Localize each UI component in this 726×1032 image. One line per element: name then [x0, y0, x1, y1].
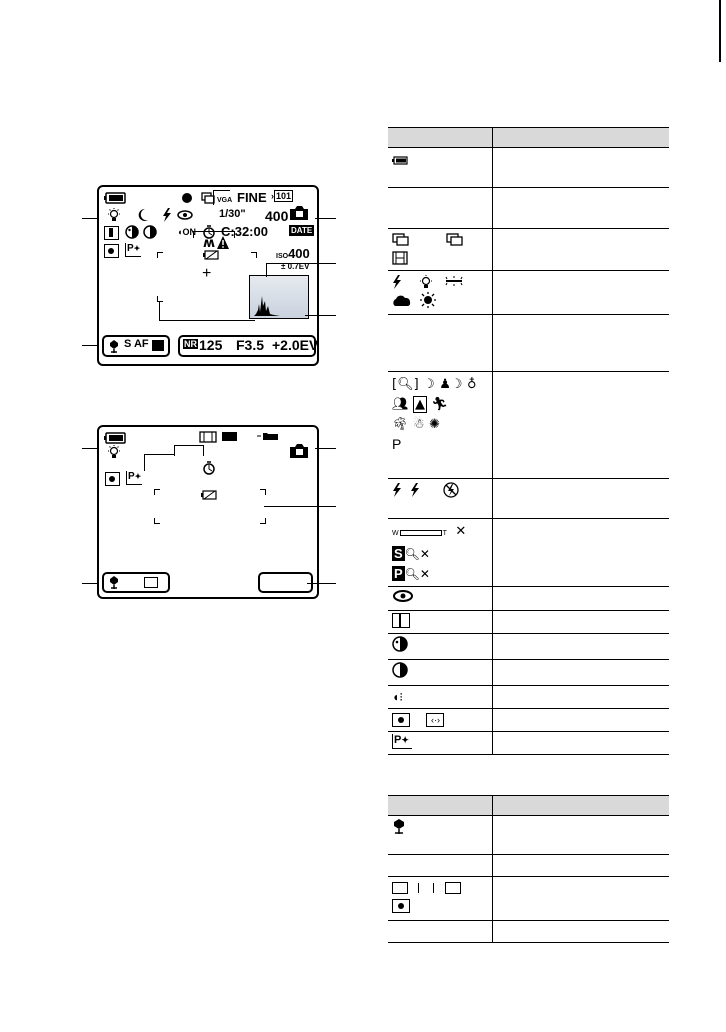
table-cell-icon	[388, 229, 493, 271]
table-cell-desc	[493, 372, 670, 479]
af-multi-inner	[397, 883, 401, 893]
folder-arrow-icon: ›	[271, 191, 274, 201]
svg-text:ʍ: ʍ	[203, 236, 216, 250]
zoom-bar	[392, 530, 447, 537]
table-row	[388, 148, 669, 188]
callout-line	[264, 506, 336, 507]
table-header-cell	[388, 796, 493, 816]
exposure-small: ± 0.7EV	[281, 262, 310, 271]
table-cell-desc	[493, 229, 670, 271]
table-row	[388, 686, 669, 709]
table-cell-icon	[388, 921, 493, 943]
table-row	[388, 816, 669, 855]
callout-line	[307, 583, 336, 584]
table-cell-icon	[388, 479, 493, 519]
iso-value: 400	[288, 246, 310, 261]
landscape-icon: ▲	[414, 397, 425, 412]
table-cell-icon	[388, 877, 493, 921]
table-header	[388, 128, 669, 148]
burst-icon	[392, 233, 410, 247]
table-cell-desc	[493, 855, 670, 877]
quality-label: FINE	[237, 190, 267, 205]
picture-effect-icon: P✦	[392, 734, 412, 749]
callout-line	[266, 263, 336, 264]
table-header-cell	[388, 128, 493, 148]
fireworks-icon: ✺	[429, 417, 440, 432]
table-cell-desc	[493, 709, 670, 732]
spot-meter-icon	[104, 244, 119, 258]
iso-indicator	[276, 245, 310, 263]
table-cell-icon	[388, 634, 493, 660]
folder-indicator	[271, 191, 293, 201]
multi-burst-icon	[446, 233, 464, 247]
metering-spot-icon-box	[104, 226, 119, 240]
table-cell-desc	[493, 587, 670, 611]
table-row	[388, 188, 669, 229]
table-row	[388, 732, 669, 755]
table-cell-icon	[388, 315, 493, 372]
flash-icon	[162, 208, 172, 222]
table-cell-desc	[493, 479, 670, 519]
table-cell-desc	[493, 519, 670, 587]
table-header-cell	[493, 796, 670, 816]
white-balance-incandescent-icon	[107, 445, 121, 459]
sharpness-bar	[399, 614, 401, 627]
table-cell-desc	[493, 271, 670, 315]
table-header	[388, 796, 669, 816]
battery-icon	[104, 192, 126, 204]
spot-meter-dot	[398, 717, 404, 723]
table-cell-desc	[493, 816, 670, 855]
table-cell-icon	[388, 587, 493, 611]
table-cell-desc	[493, 686, 670, 709]
memory-card-icon	[289, 443, 309, 459]
callout-line	[315, 218, 336, 219]
table-cell-desc	[493, 148, 670, 188]
table-cell-icon	[388, 372, 493, 479]
spot-meter-icon	[392, 713, 410, 727]
bottom-right-bar	[258, 572, 313, 593]
zoom-w: W	[392, 530, 399, 537]
ae-icon: ◖	[177, 227, 183, 237]
picture-effect-icon: P✦	[125, 243, 141, 257]
table-cell-icon	[388, 148, 493, 188]
af-frame-top	[193, 231, 235, 238]
spot-bar	[109, 228, 113, 237]
callout-line	[82, 345, 97, 346]
indicator-table-2	[388, 795, 669, 943]
zoom-magnifier-icon: 🔍︎✕	[404, 547, 430, 561]
flash-off-icon	[443, 482, 459, 498]
table-cell-icon	[388, 855, 493, 877]
table-row	[388, 315, 669, 372]
af-center-icon	[418, 883, 434, 893]
sparkle-icon: ✦	[134, 472, 142, 481]
zoom-t: T	[442, 530, 447, 537]
af-frame-icon	[144, 577, 158, 588]
table-cell-desc	[493, 732, 670, 755]
sparkle-icon: ✦	[133, 244, 141, 253]
af-multi-icon	[392, 882, 408, 894]
callout-line	[82, 218, 97, 219]
table-cell-icon	[388, 732, 493, 755]
callout-line	[82, 448, 97, 449]
table-row	[388, 479, 669, 519]
iso-label: ISO	[276, 253, 289, 260]
callout-drop	[266, 263, 267, 277]
table-row	[388, 587, 669, 611]
lcd-screen-movie	[97, 425, 319, 599]
nr-shutter-value: 125	[199, 337, 223, 353]
zoom-track	[400, 530, 442, 536]
callout-line	[82, 583, 97, 584]
red-eye-icon	[177, 210, 193, 220]
remaining-count: 400	[265, 208, 289, 224]
twilight-portrait-icon: ♟☽	[439, 377, 463, 392]
indicator-table-1	[388, 127, 669, 755]
red-eye-icon	[392, 589, 414, 603]
lcd-screen-still	[97, 185, 319, 366]
table-cell-icon	[388, 816, 493, 855]
table-row	[388, 921, 669, 943]
film-icon	[392, 251, 408, 265]
histogram	[249, 275, 309, 319]
folder-label: 101	[276, 191, 292, 201]
white-balance-incandescent-icon	[107, 208, 121, 222]
table-cell-icon	[388, 660, 493, 686]
image-size-label: VGA	[217, 197, 233, 204]
spot-meter-icon	[105, 472, 120, 486]
memory-card-icon	[289, 205, 309, 221]
self-timer-icon	[202, 461, 216, 475]
af-spot-icon	[445, 882, 461, 894]
battery-icon	[104, 432, 126, 444]
table-cell-desc	[493, 921, 670, 943]
date-label: DATE	[291, 226, 313, 235]
settings-connector-2	[174, 445, 204, 456]
picture-effect-icon: P✦	[126, 471, 142, 485]
saturation-icon	[392, 636, 408, 652]
table-row	[388, 229, 669, 271]
table-row	[388, 660, 669, 686]
bottom-left-bar	[102, 572, 170, 593]
focus-block-icon	[152, 340, 164, 351]
nr-label: NR	[184, 339, 197, 349]
table-cell-icon	[388, 519, 493, 587]
spot-meter-dot	[109, 476, 115, 482]
table-cell-desc	[493, 877, 670, 921]
zoom-magnifier-icon-2: 🔍︎✕	[404, 567, 430, 581]
flash-forced-icon	[410, 483, 420, 497]
table-row	[388, 519, 669, 587]
macro-icon	[392, 818, 406, 834]
af-point-icon	[392, 899, 410, 913]
table-cell-desc	[493, 634, 670, 660]
contrast-icon	[392, 662, 408, 678]
settings-connector	[144, 454, 175, 471]
spot-meter-dot	[108, 248, 114, 254]
table-cell-icon	[388, 709, 493, 732]
incandescent-icon	[418, 275, 434, 289]
table-row	[388, 709, 669, 732]
candle-icon: ♁	[466, 377, 477, 392]
folder-icon	[257, 431, 279, 441]
table-row	[388, 611, 669, 634]
crosshair-icon: +	[202, 265, 212, 282]
histogram-graph	[250, 276, 308, 318]
low-battery-warning-icon	[201, 490, 217, 500]
snow-icon: ☃	[412, 417, 425, 432]
portrait-icon: 👥︎	[392, 397, 409, 412]
fluorescent-icon	[443, 275, 465, 289]
magnifier-scene-icon: [🔍︎]	[392, 377, 419, 392]
table-cell-desc	[493, 611, 670, 634]
program-letter: P	[392, 436, 402, 452]
table-cell-icon	[388, 188, 493, 229]
exposure-value: +2.0EV	[272, 337, 319, 353]
film-icon	[199, 431, 217, 443]
flash-auto-icon	[392, 483, 402, 497]
af-frame-icon-inner	[148, 578, 152, 587]
table-cell-icon	[388, 271, 493, 315]
sharpness-icon	[392, 613, 410, 628]
table-row	[388, 855, 669, 877]
saturation-icon	[125, 225, 139, 239]
ae-on-label: ON	[182, 227, 196, 237]
macro-icon	[108, 339, 120, 353]
bottom-right-bar	[178, 335, 319, 357]
shutter-speed-label: 1/30"	[219, 208, 246, 220]
center-weighted-icon: ‹·›	[426, 713, 444, 727]
table-row	[388, 372, 669, 479]
zoom-close-icon: ✕	[455, 523, 467, 538]
table-cell-desc	[493, 315, 670, 372]
histogram-connector	[159, 301, 255, 321]
sports-icon: 🏃︎	[431, 397, 448, 412]
twilight-mode-icon	[137, 208, 149, 222]
aperture-value: F3.5	[236, 337, 265, 353]
callout-line	[315, 448, 336, 449]
table-cell-icon	[388, 686, 493, 709]
battery-icon	[392, 156, 408, 165]
table-cell-desc	[493, 660, 670, 686]
daylight-icon	[420, 292, 436, 308]
callout-line	[305, 315, 336, 316]
image-size-indicator	[213, 190, 233, 205]
af-point-dot	[398, 903, 404, 909]
focus-mode-label: S AF	[124, 338, 149, 350]
smart-zoom-badge: S	[394, 546, 403, 561]
table-row	[388, 271, 669, 315]
movie-size-block	[222, 432, 237, 441]
sparkle-icon: ✦	[401, 735, 409, 745]
contrast-icon	[143, 225, 157, 239]
precision-zoom-badge: P	[394, 566, 403, 581]
table-row	[388, 877, 669, 921]
table-cell-icon	[388, 611, 493, 634]
twilight-icon: ☽	[423, 377, 435, 392]
recording-dot-icon	[181, 192, 193, 204]
macro-icon	[108, 575, 120, 589]
af-illuminator-icon: ◖⁝	[392, 690, 404, 704]
cloudy-icon	[392, 293, 412, 307]
bottom-left-bar	[102, 335, 170, 357]
flash-wb-icon	[392, 275, 402, 289]
table-row	[388, 634, 669, 660]
recording-time: C:32:00	[221, 224, 268, 239]
beach-icon: 🌴︎	[392, 417, 409, 432]
table-cell-desc	[493, 188, 670, 229]
table-header-cell	[493, 128, 670, 148]
page-edge-mark	[719, 0, 721, 62]
